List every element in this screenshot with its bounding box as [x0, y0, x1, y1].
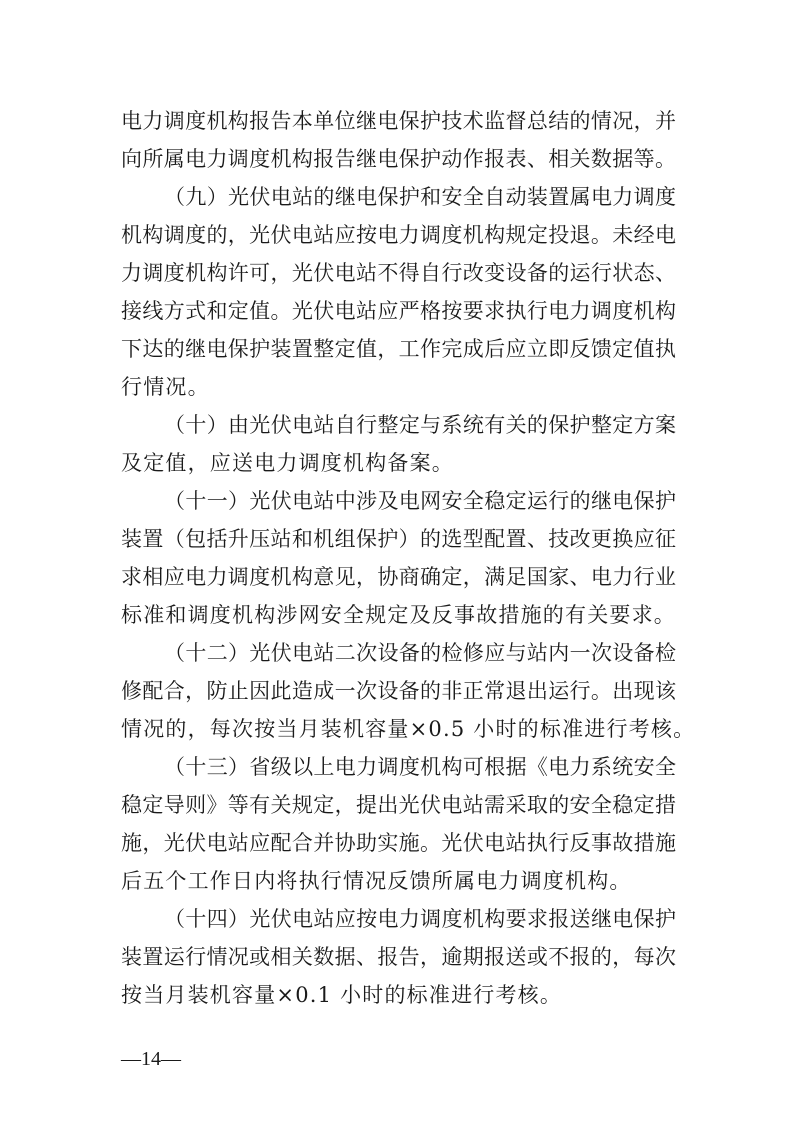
text-line-paragraph-end: 行情况。 — [121, 375, 210, 399]
text-line-paragraph-start: （十一）光伏电站中涉及电网安全稳定运行的继电保护 — [164, 489, 676, 513]
text-line-paragraph-start: （十二）光伏电站二次设备的检修应与站内一次设备检 — [164, 641, 676, 665]
text-line-paragraph-end: 按当月装机容量×0.1 小时的标准进行考核。 — [121, 983, 563, 1007]
text-line: 下达的继电保护装置整定值，工作完成后应立即反馈定值执 — [121, 337, 676, 361]
text-line: 接线方式和定值。光伏电站应严格按要求执行电力调度机构 — [121, 299, 676, 323]
text-line: 施，光伏电站应配合并协助实施。光伏电站执行反事故措施 — [121, 831, 676, 855]
text-line-paragraph-start: （十）由光伏电站自行整定与系统有关的保护整定方案 — [164, 413, 676, 437]
text-line: 装置运行情况或相关数据、报告，逾期报送或不报的，每次 — [121, 945, 676, 969]
text-line: 电力调度机构报告本单位继电保护技术监督总结的情况，并 — [121, 109, 676, 133]
text-line-paragraph-start: （十三）省级以上电力调度机构可根据《电力系统安全 — [164, 755, 676, 779]
text-line-paragraph-start: （九）光伏电站的继电保护和安全自动装置属电力调度 — [164, 185, 676, 209]
page-number: —14— — [121, 1048, 181, 1070]
text-line: 求相应电力调度机构意见，协商确定，满足国家、电力行业 — [121, 565, 676, 589]
text-line: 装置（包括升压站和机组保护）的选型配置、技改更换应征 — [121, 527, 676, 551]
text-line-paragraph-end: 后五个工作日内将执行情况反馈所属电力调度机构。 — [121, 869, 632, 893]
text-line: 稳定导则》等有关规定，提出光伏电站需采取的安全稳定措 — [121, 793, 676, 817]
text-line-paragraph-end: 情况的，每次按当月装机容量×0.5 小时的标准进行考核。 — [121, 717, 696, 741]
text-line: 向所属电力调度机构报告继电保护动作报表、相关数据等。 — [121, 147, 676, 171]
text-line-paragraph-end: 及定值，应送电力调度机构备案。 — [121, 451, 454, 475]
text-line: 修配合，防止因此造成一次设备的非正常退出运行。出现该 — [121, 679, 676, 703]
text-line: 力调度机构许可，光伏电站不得自行改变设备的运行状态、 — [121, 261, 676, 285]
text-line-paragraph-end: 标准和调度机构涉网安全规定及反事故措施的有关要求。 — [121, 603, 676, 627]
text-line-paragraph-start: （十四）光伏电站应按电力调度机构要求报送继电保护 — [164, 907, 676, 931]
text-line: 机构调度的，光伏电站应按电力调度机构规定投退。未经电 — [121, 223, 676, 247]
